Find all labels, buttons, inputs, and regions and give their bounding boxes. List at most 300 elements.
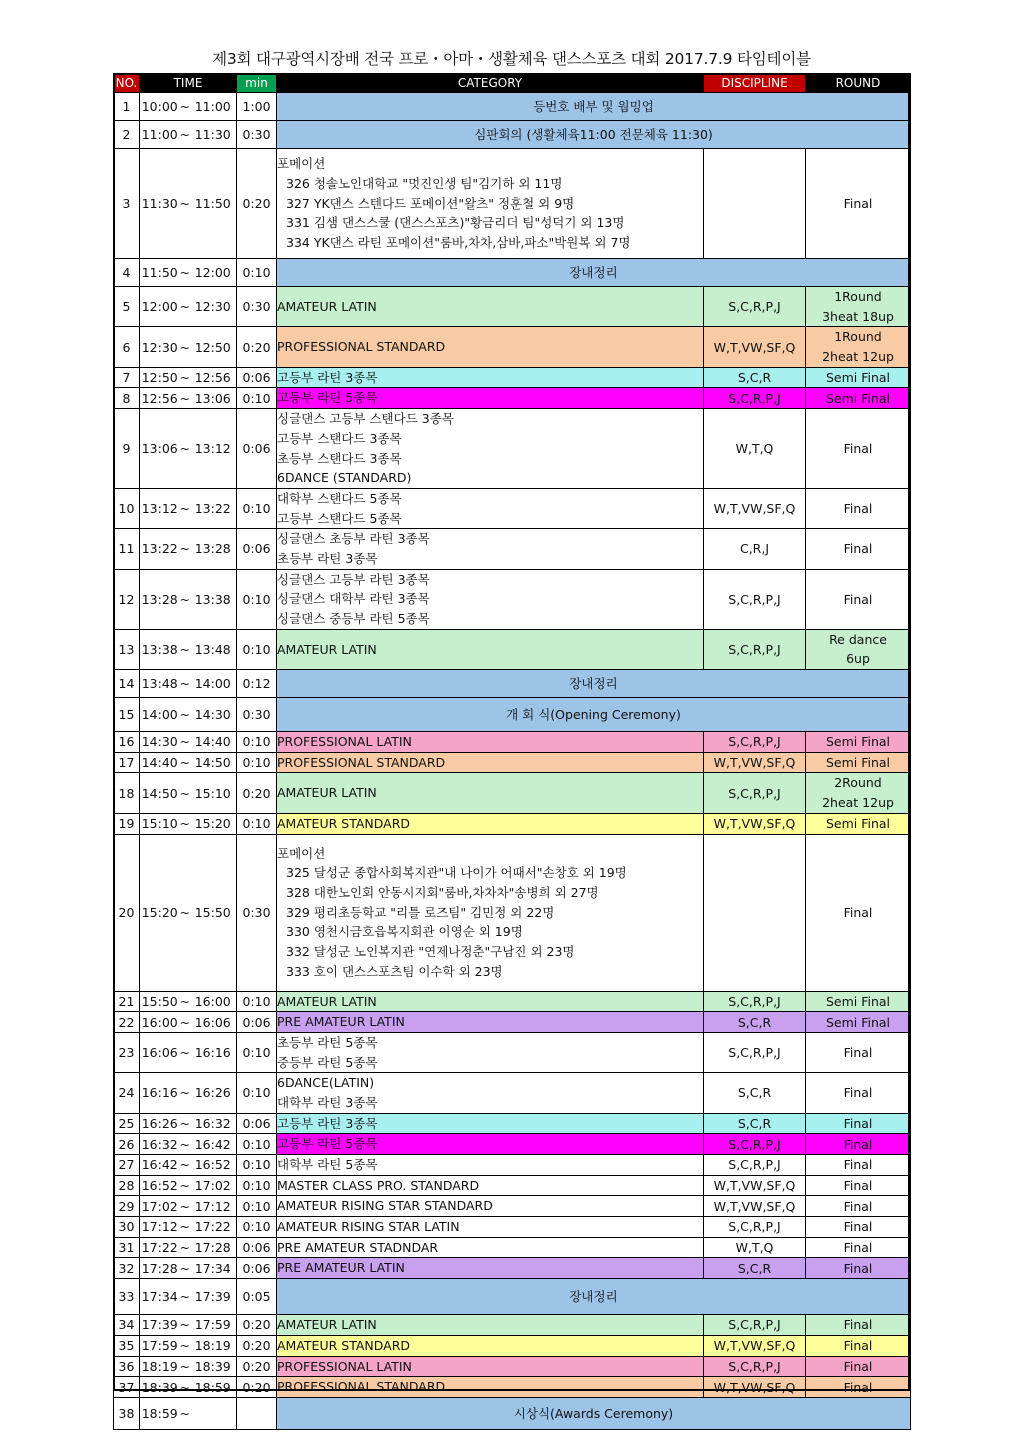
row-number: 14 [114, 670, 140, 698]
duration: 0:10 [237, 1217, 277, 1238]
category-line: 초등부 라틴 5종목 [277, 1034, 378, 1050]
start-time: 13:12 [140, 488, 180, 528]
discipline-cell: S,C,R [704, 367, 806, 388]
category-line: 333 호이 댄스스포츠팀 이수학 외 23명 [286, 963, 503, 979]
round-line: 3heat 18up [822, 308, 894, 324]
duration: 0:20 [237, 327, 277, 367]
start-time: 17:39 [140, 1315, 180, 1336]
round-line: 6up [846, 651, 870, 667]
category-cell [277, 1134, 704, 1155]
duration: 0:10 [237, 732, 277, 753]
discipline-cell: S,C,R [704, 1113, 806, 1134]
category-cell [277, 1217, 704, 1238]
category-cell [277, 1073, 704, 1113]
round-cell: Semi Final [806, 367, 911, 388]
row-number: 25 [114, 1113, 140, 1134]
duration: 0:10 [237, 629, 277, 669]
category-cell [277, 1175, 704, 1196]
category-cell [277, 670, 911, 698]
category-line: 장내정리 [569, 675, 618, 691]
table-row [114, 529, 911, 569]
category-line: PROFESSIONAL STANDARD [277, 339, 446, 355]
category-line: AMATEUR LATIN [277, 641, 377, 657]
category-line: AMATEUR RISING STAR LATIN [277, 1219, 460, 1235]
category-cell [277, 367, 704, 388]
start-time: 16:16 [140, 1073, 180, 1113]
time-separator: ~ [180, 834, 190, 991]
time-separator: ~ [180, 1377, 190, 1398]
row-number: 16 [114, 732, 140, 753]
start-time: 16:06 [140, 1032, 180, 1072]
time-separator: ~ [180, 1335, 190, 1356]
time-separator: ~ [180, 1217, 190, 1238]
category-cell [277, 1377, 704, 1398]
start-time: 12:50 [140, 367, 180, 388]
table-row [114, 1012, 911, 1033]
table-row [114, 287, 911, 327]
category-line: 6DANCE (STANDARD) [277, 470, 412, 486]
category-line: 고등부 라틴 5종목 [277, 1136, 378, 1152]
round-cell: Semi Final [806, 813, 911, 834]
time-separator: ~ [180, 1012, 190, 1033]
row-number: 4 [114, 259, 140, 287]
end-time: 16:32 [190, 1113, 237, 1134]
category-cell [277, 813, 704, 834]
category-line: 고등부 스탠다드 3종목 [277, 430, 402, 446]
round-cell: Final [806, 409, 911, 489]
start-time: 15:10 [140, 813, 180, 834]
duration: 0:06 [237, 367, 277, 388]
row-number: 29 [114, 1196, 140, 1217]
category-line: 싱글댄스 고등부 스탠다드 3종목 [277, 411, 454, 427]
start-time: 18:19 [140, 1356, 180, 1377]
start-time: 18:39 [140, 1377, 180, 1398]
header-discipline: DISCIPLINE [704, 74, 806, 93]
table-header [114, 74, 911, 93]
round-cell [806, 773, 911, 813]
category-line: AMATEUR LATIN [277, 298, 377, 314]
category-line: 개 회 식(Opening Ceremony) [506, 706, 681, 722]
table-row [114, 327, 911, 367]
row-number: 5 [114, 287, 140, 327]
time-separator: ~ [180, 1196, 190, 1217]
category-line: AMATEUR LATIN [277, 1317, 377, 1333]
category-line: 325 달성군 종합사회복지관"내 나이가 어때서"손창호 외 19명 [286, 865, 627, 881]
category-line: 대학부 스탠다드 5종목 [277, 490, 402, 506]
round-cell [806, 287, 911, 327]
time-separator: ~ [180, 1315, 190, 1336]
start-time: 16:00 [140, 1012, 180, 1033]
duration: 0:30 [237, 287, 277, 327]
category-line: 싱글댄스 중등부 라틴 5종목 [277, 611, 430, 626]
category-line: 시상식(Awards Ceremony) [513, 1405, 674, 1421]
time-separator: ~ [180, 569, 190, 629]
start-time: 17:59 [140, 1335, 180, 1356]
category-cell [277, 327, 704, 367]
table-row [114, 1356, 911, 1377]
time-separator: ~ [180, 388, 190, 409]
discipline-cell: S,C,R,P,J [704, 732, 806, 753]
start-time: 17:34 [140, 1279, 180, 1315]
round-line: 2heat 12up [822, 795, 894, 811]
schedule-body [114, 93, 911, 1430]
table-row [114, 259, 911, 287]
row-number: 3 [114, 149, 140, 259]
table-row [114, 752, 911, 773]
category-line: 장내정리 [569, 264, 618, 280]
duration: 0:20 [237, 1335, 277, 1356]
table-row [114, 1217, 911, 1238]
time-separator: ~ [180, 529, 190, 569]
start-time: 13:38 [140, 629, 180, 669]
discipline-cell: S,C,R [704, 1012, 806, 1033]
end-time: 17:12 [190, 1196, 237, 1217]
round-cell: Final [806, 1155, 911, 1176]
time-separator: ~ [180, 1356, 190, 1377]
duration: 0:10 [237, 488, 277, 528]
category-cell [277, 1315, 704, 1336]
discipline-cell: W,T,VW,SF,Q [704, 1335, 806, 1356]
table-row [114, 409, 911, 489]
table-row [114, 670, 911, 698]
end-time: 11:30 [190, 121, 237, 149]
end-time: 16:26 [190, 1073, 237, 1113]
end-time: 16:52 [190, 1155, 237, 1176]
start-time: 14:50 [140, 773, 180, 813]
discipline-cell: S,C,R,P,J [704, 1217, 806, 1238]
category-cell [277, 287, 704, 327]
end-time: 15:50 [190, 834, 237, 991]
table-row [114, 1315, 911, 1336]
time-separator: ~ [180, 259, 190, 287]
duration: 0:20 [237, 1315, 277, 1336]
round-cell: Final [806, 1196, 911, 1217]
end-time: 13:12 [190, 409, 237, 489]
time-separator: ~ [180, 367, 190, 388]
row-number: 30 [114, 1217, 140, 1238]
duration: 0:20 [237, 149, 277, 259]
discipline-cell: W,T,Q [704, 1237, 806, 1258]
category-line: 332 달성군 노인복지관 "연제나정춘"구남진 외 23명 [286, 944, 575, 960]
discipline-cell: W,T,VW,SF,Q [704, 327, 806, 367]
row-number: 6 [114, 327, 140, 367]
category-cell [277, 121, 911, 149]
time-separator: ~ [180, 991, 190, 1012]
duration: 0:10 [237, 259, 277, 287]
table-row [114, 629, 911, 669]
row-number: 33 [114, 1279, 140, 1315]
category-line: 고등부 라틴 3종목 [277, 1115, 378, 1131]
category-line: AMATEUR RISING STAR STANDARD [277, 1198, 493, 1214]
row-number: 17 [114, 752, 140, 773]
duration: 0:10 [237, 991, 277, 1012]
round-cell: Final [806, 569, 911, 629]
category-cell [277, 698, 911, 732]
start-time: 11:00 [140, 121, 180, 149]
category-line: AMATEUR STANDARD [277, 1337, 411, 1353]
end-time: 12:56 [190, 367, 237, 388]
round-cell: Final [806, 488, 911, 528]
category-cell [277, 388, 704, 409]
duration: 0:20 [237, 1377, 277, 1398]
table-row [114, 1335, 911, 1356]
row-number: 18 [114, 773, 140, 813]
table-row [114, 813, 911, 834]
time-separator: ~ [180, 813, 190, 834]
start-time: 13:48 [140, 670, 180, 698]
duration: 0:06 [237, 1012, 277, 1033]
row-number: 1 [114, 93, 140, 121]
time-separator: ~ [180, 1155, 190, 1176]
table-row [114, 488, 911, 528]
start-time: 10:00 [140, 93, 180, 121]
end-time: 17:02 [190, 1175, 237, 1196]
row-number: 34 [114, 1315, 140, 1336]
category-cell [277, 569, 704, 629]
start-time: 17:28 [140, 1258, 180, 1279]
round-cell: Final [806, 1315, 911, 1336]
end-time: 13:06 [190, 388, 237, 409]
category-line: 싱글댄스 초등부 라틴 3종목 [277, 531, 430, 547]
discipline-cell: S,C,R,P,J [704, 629, 806, 669]
time-separator: ~ [180, 409, 190, 489]
table-row [114, 698, 911, 732]
duration: 0:30 [237, 698, 277, 732]
time-separator: ~ [180, 698, 190, 732]
round-cell: Final [806, 1113, 911, 1134]
end-time: 15:10 [190, 773, 237, 813]
start-time: 18:59 [140, 1397, 180, 1429]
discipline-cell: W,T,VW,SF,Q [704, 1196, 806, 1217]
end-time: 12:30 [190, 287, 237, 327]
round-cell [806, 327, 911, 367]
discipline-cell: S,C,R [704, 1258, 806, 1279]
duration: 0:10 [237, 1134, 277, 1155]
round-cell: Final [806, 1175, 911, 1196]
category-line: 고등부 스탠다드 5종목 [277, 510, 402, 526]
table-row [114, 834, 911, 991]
table-row [114, 1397, 911, 1429]
start-time: 16:42 [140, 1155, 180, 1176]
round-line: 1Round [834, 329, 882, 345]
end-time: 18:39 [190, 1356, 237, 1377]
page-title: 제3회 대구광역시장배 전국 프로・아마・생활체육 댄스스포츠 대회 2017.7.9 타임테이블 [212, 50, 811, 68]
discipline-cell: S,C,R,P,J [704, 1155, 806, 1176]
duration: 0:10 [237, 1155, 277, 1176]
time-separator: ~ [180, 327, 190, 367]
discipline-cell: S,C,R,P,J [704, 287, 806, 327]
round-cell: Final [806, 149, 911, 259]
category-cell [277, 1155, 704, 1176]
row-number: 24 [114, 1073, 140, 1113]
start-time: 16:52 [140, 1175, 180, 1196]
category-cell [277, 991, 704, 1012]
category-cell [277, 1279, 911, 1315]
discipline-cell: S,C,R,P,J [704, 388, 806, 409]
start-time: 11:50 [140, 259, 180, 287]
round-cell: Semi Final [806, 1012, 911, 1033]
time-separator: ~ [180, 149, 190, 259]
row-number: 21 [114, 991, 140, 1012]
start-time: 11:30 [140, 149, 180, 259]
table-row [114, 93, 911, 121]
duration: 0:05 [237, 1279, 277, 1315]
end-time: 12:00 [190, 259, 237, 287]
round-cell: Semi Final [806, 991, 911, 1012]
category-line: PRE AMATEUR LATIN [277, 1014, 405, 1030]
discipline-cell: S,C,R,P,J [704, 991, 806, 1012]
row-number: 36 [114, 1356, 140, 1377]
duration: 0:06 [237, 529, 277, 569]
start-time: 14:30 [140, 732, 180, 753]
duration: 0:10 [237, 388, 277, 409]
round-cell: Final [806, 834, 911, 991]
end-time: 16:06 [190, 1012, 237, 1033]
time-separator: ~ [180, 629, 190, 669]
end-time: 11:00 [190, 93, 237, 121]
round-cell: Final [806, 1335, 911, 1356]
duration [237, 1397, 277, 1429]
end-time: 11:50 [190, 149, 237, 259]
time-separator: ~ [180, 287, 190, 327]
timetable [113, 73, 911, 1430]
time-separator: ~ [180, 1175, 190, 1196]
category-line: AMATEUR LATIN [277, 993, 377, 1009]
table-row [114, 1134, 911, 1155]
end-time: 14:50 [190, 752, 237, 773]
discipline-cell: S,C,R,P,J [704, 1356, 806, 1377]
time-separator: ~ [180, 1032, 190, 1072]
discipline-cell: S,C,R [704, 1073, 806, 1113]
discipline-cell: C,R,J [704, 529, 806, 569]
round-cell: Final [806, 1032, 911, 1072]
start-time: 13:28 [140, 569, 180, 629]
category-line: PROFESSIONAL LATIN [277, 734, 412, 750]
duration: 0:06 [237, 1113, 277, 1134]
row-number: 26 [114, 1134, 140, 1155]
discipline-cell: W,T,VW,SF,Q [704, 1175, 806, 1196]
duration: 0:10 [237, 569, 277, 629]
discipline-cell: S,C,R,P,J [704, 773, 806, 813]
end-time: 18:59 [190, 1377, 237, 1398]
duration: 0:20 [237, 1356, 277, 1377]
category-cell [277, 93, 911, 121]
time-separator: ~ [180, 732, 190, 753]
category-line: MASTER CLASS PRO. STANDARD [277, 1177, 480, 1193]
row-number: 15 [114, 698, 140, 732]
round-cell: Semi Final [806, 732, 911, 753]
category-line: 329 평리초등학교 "리틀 로즈팀" 김민정 외 22명 [286, 904, 555, 920]
header-min: min [237, 74, 277, 93]
category-cell [277, 773, 704, 813]
table-row [114, 1113, 911, 1134]
round-line: 2heat 12up [822, 349, 894, 365]
end-time: 14:40 [190, 732, 237, 753]
end-time: 14:00 [190, 670, 237, 698]
row-number: 23 [114, 1032, 140, 1072]
row-number: 10 [114, 488, 140, 528]
category-line: 싱글댄스 고등부 라틴 3종목 [277, 571, 430, 587]
row-number: 32 [114, 1258, 140, 1279]
category-line: 고등부 라틴 5종목 [277, 390, 378, 406]
category-cell [277, 1335, 704, 1356]
category-line: PROFESSIONAL STANDARD [277, 754, 446, 770]
category-line: 327 YK댄스 스텐다드 포메이션"왈츠" 정훈철 외 9명 [286, 195, 575, 211]
duration: 0:30 [237, 121, 277, 149]
discipline-cell: W,T,VW,SF,Q [704, 1377, 806, 1398]
end-time: 14:30 [190, 698, 237, 732]
start-time: 17:22 [140, 1237, 180, 1258]
row-number: 8 [114, 388, 140, 409]
header-round: ROUND [806, 74, 911, 93]
table-row [114, 1237, 911, 1258]
round-line: Re dance [829, 631, 887, 647]
discipline-cell: W,T,Q [704, 409, 806, 489]
row-number: 20 [114, 834, 140, 991]
duration: 0:10 [237, 1175, 277, 1196]
category-cell [277, 259, 911, 287]
table-row [114, 1196, 911, 1217]
row-number: 19 [114, 813, 140, 834]
round-line: 2Round [834, 775, 882, 791]
end-time: 13:22 [190, 488, 237, 528]
category-line: 싱글댄스 대학부 라틴 3종목 [277, 591, 430, 607]
category-cell [277, 1356, 704, 1377]
category-cell [277, 629, 704, 669]
category-line: 대학부 라틴 3종목 [277, 1094, 378, 1110]
table-row [114, 569, 911, 629]
duration: 0:06 [237, 1237, 277, 1258]
end-time: 18:19 [190, 1335, 237, 1356]
row-number: 35 [114, 1335, 140, 1356]
category-line: 326 청솔노인대학교 "멋진인생 팀"김기하 외 11명 [286, 175, 563, 191]
start-time: 15:50 [140, 991, 180, 1012]
start-time: 17:12 [140, 1217, 180, 1238]
table-row [114, 732, 911, 753]
round-cell: Final [806, 1258, 911, 1279]
table-row [114, 121, 911, 149]
category-cell [277, 1032, 704, 1072]
category-cell [277, 409, 704, 489]
category-cell [277, 732, 704, 753]
time-separator: ~ [180, 93, 190, 121]
end-time: 17:39 [190, 1279, 237, 1315]
discipline-cell [704, 834, 806, 991]
row-number: 7 [114, 367, 140, 388]
round-cell: Final [806, 1237, 911, 1258]
category-line: PRE AMATEUR STADNDAR [277, 1239, 439, 1255]
category-cell [277, 1113, 704, 1134]
end-time: 17:28 [190, 1237, 237, 1258]
category-line: 334 YK댄스 라틴 포메이션"룸바,차차,삼바,파소"박원복 외 7명 [286, 235, 631, 251]
time-separator: ~ [180, 1279, 190, 1315]
category-cell [277, 1196, 704, 1217]
category-line: 심판회의 (생활체육11:00 전문체육 11:30) [474, 126, 713, 142]
table-row [114, 388, 911, 409]
start-time: 13:22 [140, 529, 180, 569]
category-cell [277, 149, 704, 259]
table-row [114, 1279, 911, 1315]
duration: 0:10 [237, 1032, 277, 1072]
row-number: 22 [114, 1012, 140, 1033]
end-time: 17:22 [190, 1217, 237, 1238]
duration: 0:20 [237, 773, 277, 813]
duration: 0:06 [237, 409, 277, 489]
time-separator: ~ [180, 773, 190, 813]
table-row [114, 1175, 911, 1196]
discipline-cell: W,T,VW,SF,Q [704, 813, 806, 834]
category-line: AMATEUR LATIN [277, 785, 377, 801]
